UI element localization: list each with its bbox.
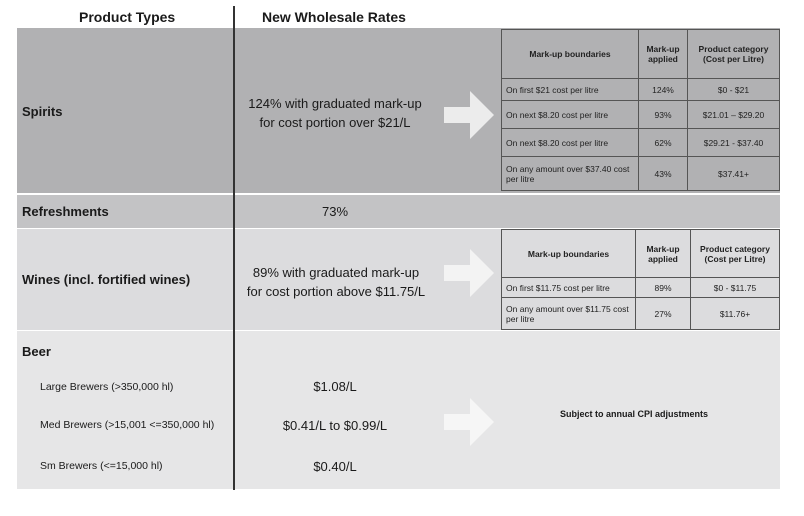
applied-cell: 27%: [636, 298, 691, 330]
arrow-right-icon: [440, 244, 496, 302]
boundary-cell: On any amount over $37.40 cost per litre: [502, 157, 639, 191]
cpi-note: Subject to annual CPI adjustments: [560, 409, 709, 419]
table-row: [502, 79, 780, 101]
spirits-rate: [240, 94, 430, 132]
table-row: [502, 157, 780, 191]
beer-label: Beer: [22, 344, 51, 359]
spirits-label: Spirits: [22, 104, 63, 119]
applied-cell: 93%: [639, 101, 688, 129]
wines-col-category: Product category (Cost per Litre): [691, 230, 780, 278]
beer-large-label: Large Brewers (>350,000 hl): [40, 381, 174, 393]
boundary-cell: On first $11.75 cost per litre: [502, 278, 636, 298]
table-row: [502, 101, 780, 129]
boundary-cell: On next $8.20 cost per litre: [502, 101, 639, 129]
header-new-rates: New Wholesale Rates: [262, 9, 406, 25]
spirits-col-category: Product category (Cost per Litre): [688, 30, 780, 79]
boundary-cell: On first $21 cost per litre: [502, 79, 639, 101]
arrow-right-icon: [440, 86, 496, 144]
wines-rate: [238, 263, 434, 301]
beer-med-label: Med Brewers (>15,001 <=350,000 hl): [40, 419, 215, 431]
category-cell: $0 - $21: [688, 79, 780, 101]
table-row: [502, 278, 780, 298]
refreshments-rate: 73%: [321, 204, 349, 219]
category-cell: $37.41+: [688, 157, 780, 191]
wines-col-boundaries: Mark-up boundaries: [502, 230, 636, 278]
boundary-cell: On next $8.20 cost per litre: [502, 129, 639, 157]
category-cell: $29.21 - $37.40: [688, 129, 780, 157]
wines-label: Wines (incl. fortified wines): [22, 272, 191, 287]
refreshments-row: [17, 195, 780, 228]
wines-rate-line1: 89% with graduated mark-up: [252, 265, 420, 280]
column-divider: [233, 6, 235, 490]
refreshments-label: Refreshments: [22, 204, 109, 219]
spirits-markup-table: [501, 29, 780, 191]
applied-cell: 89%: [636, 278, 691, 298]
wines-col-applied: Mark-up applied: [636, 230, 691, 278]
arrow-right-icon: [440, 393, 496, 451]
wines-markup-table: [501, 229, 780, 330]
spirits-rate-line2: for cost portion over $21/L: [259, 115, 411, 130]
spirits-col-applied: Mark-up applied: [639, 30, 688, 79]
table-row: [502, 129, 780, 157]
category-cell: $21.01 – $29.20: [688, 101, 780, 129]
beer-small-label: Sm Brewers (<=15,000 hl): [40, 460, 163, 472]
beer-small-rate: $0.40/L: [313, 459, 357, 474]
wines-rate-line2: for cost portion above $11.75/L: [246, 284, 426, 299]
beer-large-rate: $1.08/L: [313, 379, 357, 394]
applied-cell: 43%: [639, 157, 688, 191]
beer-med-rate: $0.41/L to $0.99/L: [282, 418, 388, 433]
spirits-col-boundaries: Mark-up boundaries: [502, 30, 639, 79]
table-row: [502, 298, 780, 330]
spirits-rate-line1: 124% with graduated mark-up: [248, 96, 422, 111]
category-cell: $11.76+: [691, 298, 780, 330]
category-cell: $0 - $11.75: [691, 278, 780, 298]
header-product-types: Product Types: [79, 9, 176, 25]
boundary-cell: On any amount over $11.75 cost per litre: [502, 298, 636, 330]
applied-cell: 62%: [639, 129, 688, 157]
applied-cell: 124%: [639, 79, 688, 101]
